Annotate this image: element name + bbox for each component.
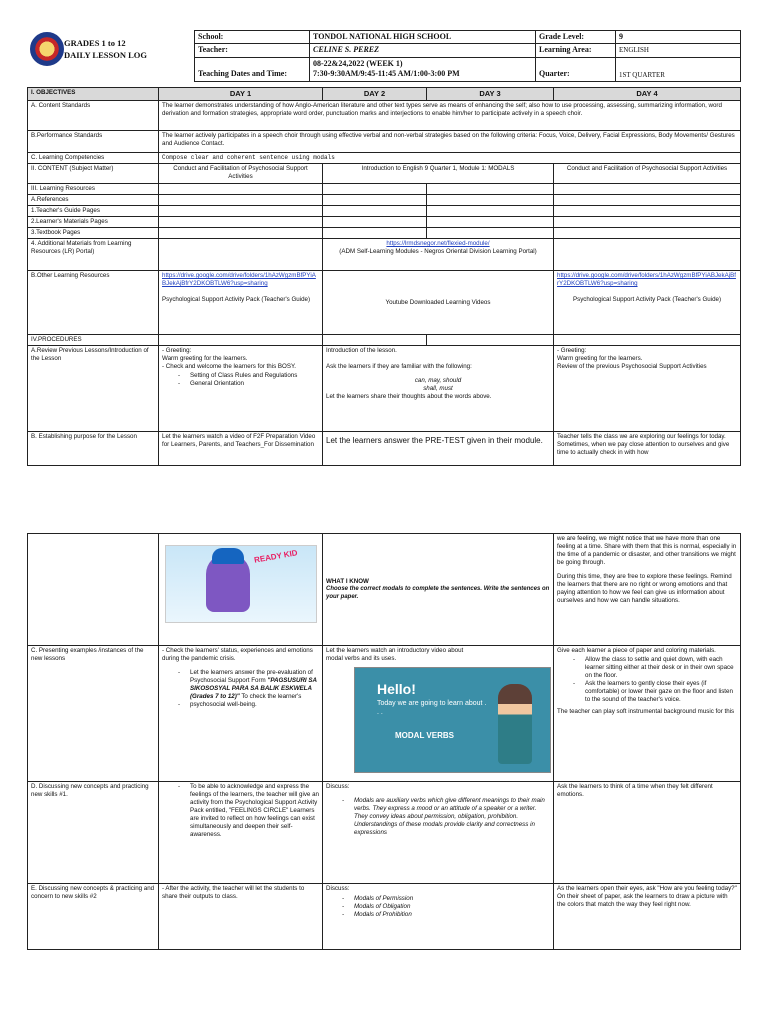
hello-subtitle: Today we are going to learn about . . . bbox=[377, 700, 487, 716]
content-standards-text: The learner demonstrates understanding of how Anglo-American literature and other text types serve as means of enhancing the self; also how to use processing, assessing, summarizing information, word derivation and formation strategies, appropriate word order, punctuation marks and interjections to enable him/her to participate actively in a speech choir. bbox=[159, 100, 741, 130]
school-label: School: bbox=[195, 31, 310, 44]
cont-d4-a: we are feeling, we might notice that we have more than one feeling at a time. Share with them that this is normal, especially in the time of a pandemic or disaster, and other transitions we might be going through. bbox=[557, 535, 737, 567]
competencies-text: Compose clear and coherent sentence using modals bbox=[159, 152, 741, 163]
hello-title: Hello! bbox=[377, 681, 416, 698]
continued-day4 bbox=[554, 534, 741, 646]
lesson-table-page2 bbox=[27, 533, 741, 950]
presenting-label: C. Presenting examples /instances of the new lessons bbox=[28, 646, 159, 782]
dates-week: 08-22&24,2022 (WEEK 1) bbox=[313, 58, 403, 68]
purpose-day4: Teacher tells the class we are exploring our feelings for today. Sometimes, when we pay close attention to ourselves and give time to actually check in with how bbox=[554, 432, 741, 466]
dates-times: 7:30-9:30AM/9:45-11:45 AM/1:00-3:00 PM bbox=[313, 69, 460, 79]
doc-subtitle: DAILY LESSON LOG bbox=[64, 50, 147, 60]
grade-label: Grade Level: bbox=[536, 31, 616, 44]
presenting-d4-a: Give each learner a piece of paper and coloring materials. bbox=[557, 647, 716, 654]
content-day23: Introduction to English 9 Quarter 1, Module 1: MODALS bbox=[323, 163, 554, 183]
discuss1-day1 bbox=[159, 782, 323, 884]
discuss2-day4 bbox=[554, 884, 741, 950]
day2-header: DAY 2 bbox=[323, 88, 427, 101]
presenting-day1 bbox=[159, 646, 323, 782]
other-resources-day1 bbox=[159, 271, 323, 335]
day3-header: DAY 3 bbox=[427, 88, 554, 101]
list-item bbox=[190, 669, 319, 701]
content-standards-label: A. Content Standards bbox=[28, 100, 159, 130]
presenting-d1-c: To check the learner's bbox=[241, 693, 302, 701]
dates-label: Teaching Dates and Time: bbox=[195, 57, 310, 81]
discuss1-d23-head: Discuss: bbox=[326, 783, 350, 790]
references-label: A.References bbox=[28, 194, 159, 205]
ready-kid-text: READY KID bbox=[253, 548, 298, 565]
presenting-d1-b: Let the learners answer the pre-evaluation of Psychosocial Support Form bbox=[190, 669, 313, 685]
drive-link-day4[interactable]: https://drive.google.com/drive/folders/1hAzWgzmBfPYiABJekAjBfrY2DKOBTLW6?usp=sharing bbox=[557, 272, 736, 288]
review-d23-words1: can, may, should bbox=[414, 377, 462, 385]
presenting-d23: Let the learners watch an introductory video about modal verbs and its uses. bbox=[326, 647, 464, 663]
textbook-label: 3.Textbook Pages bbox=[28, 228, 159, 239]
discuss2-label: E. Discussing new concepts & practicing and concern to new skills #2 bbox=[28, 884, 159, 950]
performance-label: B.Performance Standards bbox=[28, 130, 159, 152]
presenting-d4-b: The teacher can play soft instrumental background music for this bbox=[557, 708, 735, 716]
review-label: A.Review Previous Lessons/Introduction of the Lesson bbox=[28, 346, 159, 432]
day4-header: DAY 4 bbox=[554, 88, 741, 101]
presenting-d1-form: "PAGSUSURI SA SIKOSOSYAL PARA SA BALIK ESKWELA (Grades 7 to 12)" bbox=[190, 677, 317, 701]
additional-materials-label: 4. Additional Materials from Learning Resources (LR) Portal) bbox=[28, 239, 159, 271]
review-day4 bbox=[554, 346, 741, 432]
content-label: II. CONTENT (Subject Matter) bbox=[28, 163, 159, 183]
discuss2-day1: - After the activity, the teacher will let the students to share their outputs to class. bbox=[159, 884, 323, 950]
header-table bbox=[194, 30, 741, 82]
what-i-know-cell bbox=[323, 534, 554, 646]
review-d4-greet: - Greeting: bbox=[557, 347, 587, 355]
review-d23-words2: shall, must bbox=[423, 385, 453, 393]
deped-seal-icon bbox=[30, 32, 64, 66]
teacher-cartoon-image bbox=[498, 684, 532, 764]
teachers-guide-label: 1.Teacher's Guide Pages bbox=[28, 205, 159, 216]
teacher-label: Teacher: bbox=[195, 44, 310, 57]
discuss1-day4: Ask the learners to think of a time when they felt different emotions. bbox=[554, 782, 741, 884]
review-d23-share: Let the learners share their thoughts about the words above. bbox=[326, 393, 492, 401]
what-i-know-instructions: Choose the correct modals to complete the sentences. Write the sentences on your paper. bbox=[326, 585, 550, 600]
grade-value: 9 bbox=[616, 31, 741, 44]
dates-value bbox=[310, 57, 536, 81]
content-day1: Conduct and Facilitation of Psychosocial Support Activities bbox=[159, 163, 323, 183]
performance-text: The learner actively participates in a speech choir through using effective verbal and non-verbal strategies based on the following criteria: Focus, Voice, Delivery, Facial Expressions, Body Movements/ Gestures and Audience Contact. bbox=[159, 130, 741, 152]
youtube-videos: Youtube Downloaded Learning Videos bbox=[323, 271, 554, 335]
purpose-label: B. Establishing purpose for the Lesson bbox=[28, 432, 159, 466]
other-resources-day4 bbox=[554, 271, 741, 335]
presenting-d1-a: - Check the learners' status, experiences and emotions during the pandemic crisis. bbox=[162, 647, 313, 663]
list-item: - Modals of Obligation bbox=[354, 903, 550, 911]
teacher-value: CELINE S. PEREZ bbox=[310, 44, 536, 57]
purpose-day23: Let the learners answer the PRE-TEST given in their module. bbox=[323, 432, 554, 466]
puppet-image bbox=[206, 554, 250, 612]
review-d23-intro: Introduction of the lesson. bbox=[326, 347, 397, 355]
doc-title: GRADES 1 to 12 bbox=[64, 38, 126, 48]
content-day4: Conduct and Facilitation of Psychosocial Support Activities bbox=[554, 163, 741, 183]
procedures-label: IV.PROCEDURES bbox=[28, 335, 159, 346]
lr-portal-link[interactable]: https://lrmdsnegor.net/flexied-module/ bbox=[386, 240, 490, 248]
additional-materials-cell bbox=[323, 239, 554, 271]
list-item: - To be able to acknowledge and express the feelings of the learners, the teacher will give an activity from the Psychological Support Activity Pack entitled, "FEELINGS CIRCLE" Learners are invited to reflect on how feelings can exist simultaneously and deepen their self-awareness. bbox=[190, 783, 319, 839]
cont-d4-b: During this time, they are free to explore these feelings. Remind the learners that there are no right or wrong emotions and that paying attention to how we feel can give us information about ourselves and how we can handle situations. bbox=[557, 573, 732, 605]
list-item: - General Orientation bbox=[190, 380, 319, 388]
review-d4-warm: Warm greeting for the learners. bbox=[557, 355, 643, 363]
quarter-value: 1ST QUARTER bbox=[616, 57, 741, 81]
resources-label: III. Learning Resources bbox=[28, 183, 159, 194]
list-item: - psychosocial well-being. bbox=[190, 701, 319, 709]
discuss2-d23-head: Discuss: bbox=[326, 885, 350, 892]
list-item: - Setting of Class Rules and Regulations bbox=[190, 372, 319, 380]
modal-verbs-video-thumbnail[interactable] bbox=[354, 667, 551, 773]
presenting-day23 bbox=[323, 646, 554, 782]
review-d1-warm: Warm greeting for the learners. bbox=[162, 355, 248, 363]
list-item: - Modals of Prohibition bbox=[354, 911, 550, 919]
discuss2-day23 bbox=[323, 884, 554, 950]
review-d1-greet: - Greeting: bbox=[162, 347, 192, 355]
discuss2-d4-b: On their sheet of paper, ask the learners to draw a picture with the colors that match the way they feel right now. bbox=[557, 893, 728, 909]
review-day1 bbox=[159, 346, 323, 432]
what-i-know-title: WHAT I KNOW bbox=[326, 577, 369, 585]
video-thumbnail-cell bbox=[159, 534, 323, 646]
objectives-header: I. OBJECTIVES bbox=[28, 88, 159, 101]
ready-kid-video-thumbnail[interactable] bbox=[165, 545, 317, 623]
list-item: - Ask the learners to gently close their eyes (if comfortable) or lower their gaze on the floor and listen to the sound of the teacher's voice. bbox=[585, 680, 737, 704]
review-d4-review: Review of the previous Psychosocial Support Activities bbox=[557, 363, 707, 371]
presenting-day4 bbox=[554, 646, 741, 782]
competencies-label: C. Learning Competencies bbox=[28, 152, 159, 163]
purpose-day1: Let the learners watch a video of F2F Preparation Video for Learners, Parents, and Teachers_For Dissemination bbox=[159, 432, 323, 466]
quarter-label: Quarter: bbox=[536, 57, 616, 81]
hello-topic: MODAL VERBS bbox=[395, 731, 454, 741]
lr-portal-desc: (ADM Self-Learning Modules - Negros Oriental Division Learning Portal) bbox=[339, 248, 537, 256]
other-resources-label: B.Other Learning Resources bbox=[28, 271, 159, 335]
learners-materials-label: 2.Learner's Materials Pages bbox=[28, 217, 159, 228]
list-item: - Modals of Permission bbox=[354, 895, 550, 903]
review-day23 bbox=[323, 346, 554, 432]
review-d23-ask: Ask the learners if they are familiar with the following: bbox=[326, 363, 472, 371]
discuss1-label: D. Discussing new concepts and practicing new skills #1. bbox=[28, 782, 159, 884]
discuss1-day23 bbox=[323, 782, 554, 884]
pack-day4: Psychological Support Activity Pack (Teacher's Guide) bbox=[572, 296, 722, 304]
school-value: TONDOL NATIONAL HIGH SCHOOL bbox=[310, 31, 536, 44]
list-item: - Modals are auxiliary verbs which give different meanings to their main verbs. They express a mood or an attitude of a speaker or a writer. They convey ideas about permission, obligation, prohibition. Understandings of these modals provide clarity and correctness in expressions bbox=[354, 797, 550, 837]
drive-link-day1[interactable]: https://drive.google.com/drive/folders/1hAzWgzmBfPYiABJekAjBfrY2DKOBTLW6?usp=sharing bbox=[162, 272, 316, 288]
area-label: Learning Area: bbox=[536, 44, 616, 57]
pack-day1: Psychological Support Activity Pack (Teacher's Guide) bbox=[162, 296, 311, 304]
discuss2-d4-a: As the learners open their eyes, ask "How are you feeling today?" bbox=[557, 885, 737, 892]
day1-header: DAY 1 bbox=[159, 88, 323, 101]
list-item: - Allow the class to settle and quiet down, with each learner sitting either at their desk or in their own space on the floor. bbox=[585, 656, 737, 680]
lesson-table-page1 bbox=[27, 87, 741, 466]
area-value: ENGLISH bbox=[616, 44, 741, 57]
review-d1-check: - Check and welcome the learners for this BOSY. bbox=[162, 363, 297, 371]
